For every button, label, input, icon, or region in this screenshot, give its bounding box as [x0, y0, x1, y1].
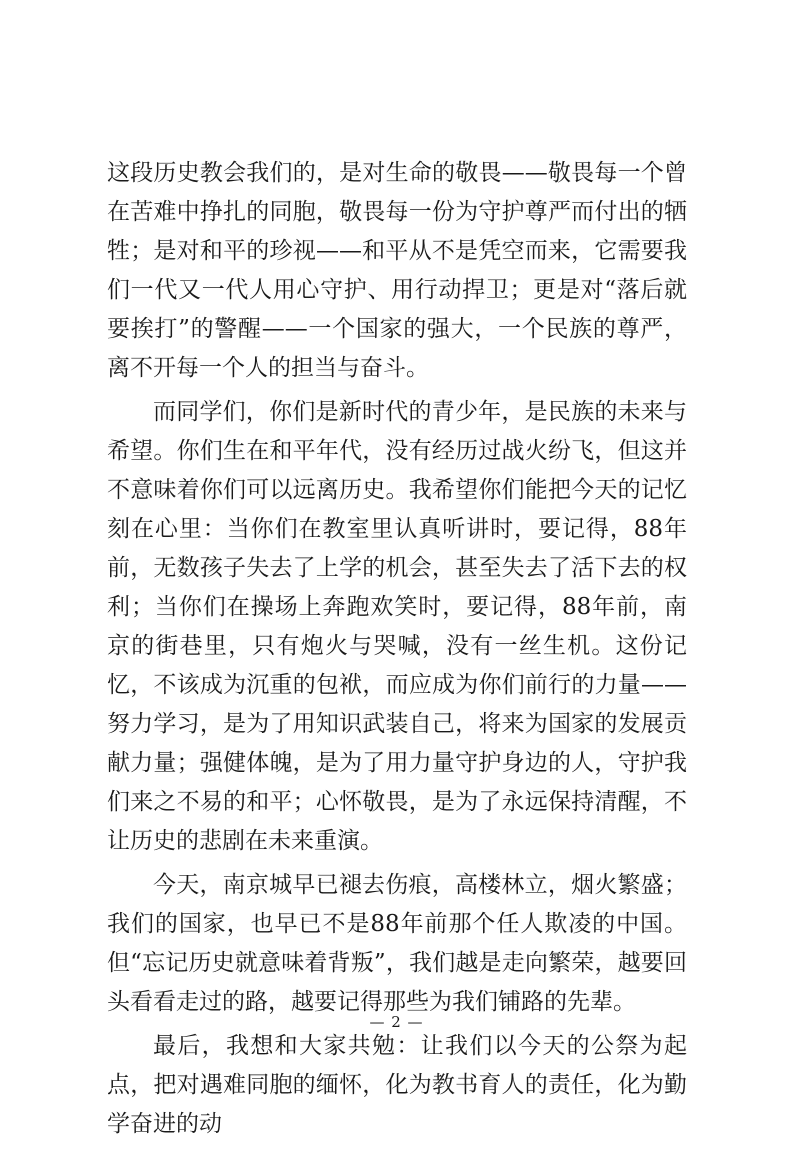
paragraph-4: 最后，我想和大家共勉：让我们以今天的公祭为起点，把对遇难同胞的缅怀，化为教书育人的责任，化为勤学奋进的动 [107, 1033, 687, 1137]
document-body [107, 154, 687, 1149]
paragraph-1: 这段历史教会我们的，是对生命的敬畏——敬畏每一个曾在苦难中挣扎的同胞，敬畏每一份为守护尊严而付出的牺牲；是对和平的珍视——和平从不是凭空而来，它需要我们一代又一代人用心守护、用行动捍卫；更是对“落后就要挨打”的警醒——一个国家的强大，一个民族的尊严，离不开每一个人的担当与奋斗。 [107, 160, 687, 381]
paragraph-3: 今天，南京城早已褪去伤痕，高楼林立，烟火繁盛；我们的国家，也早已不是88年前那个任人欺凌的中国。但“忘记历史就意味着背叛”，我们越是走向繁荣，越要回头看看走过的路，越要记得那些为我们铺路的先辈。 [107, 872, 687, 1015]
page-number: — 2 — [369, 1013, 424, 1031]
paragraph-2: 而同学们，你们是新时代的青少年，是民族的未来与希望。你们生在和平年代，没有经历过战火纷飞，但这并不意味着你们可以远离历史。我希望你们能把今天的记忆刻在心里：当你们在教室里认真听讲时，要记得，88年前，无数孩子失去了上学的机会，甚至失去了活下去的权利；当你们在操场上奔跑欢笑时，要记得，88年前，南京的街巷里，只有炮火与哭喊，没有一丝生机。这份记忆，不该成为沉重的包袱，而应成为你们前行的力量——努力学习，是为了用知识武装自己，将来为国家的发展贡献力量；强健体魄，是为了用力量守护身边的人，守护我们来之不易的和平；心怀敬畏，是为了永远保持清醒，不让历史的悲剧在未来重演。 [107, 399, 687, 854]
